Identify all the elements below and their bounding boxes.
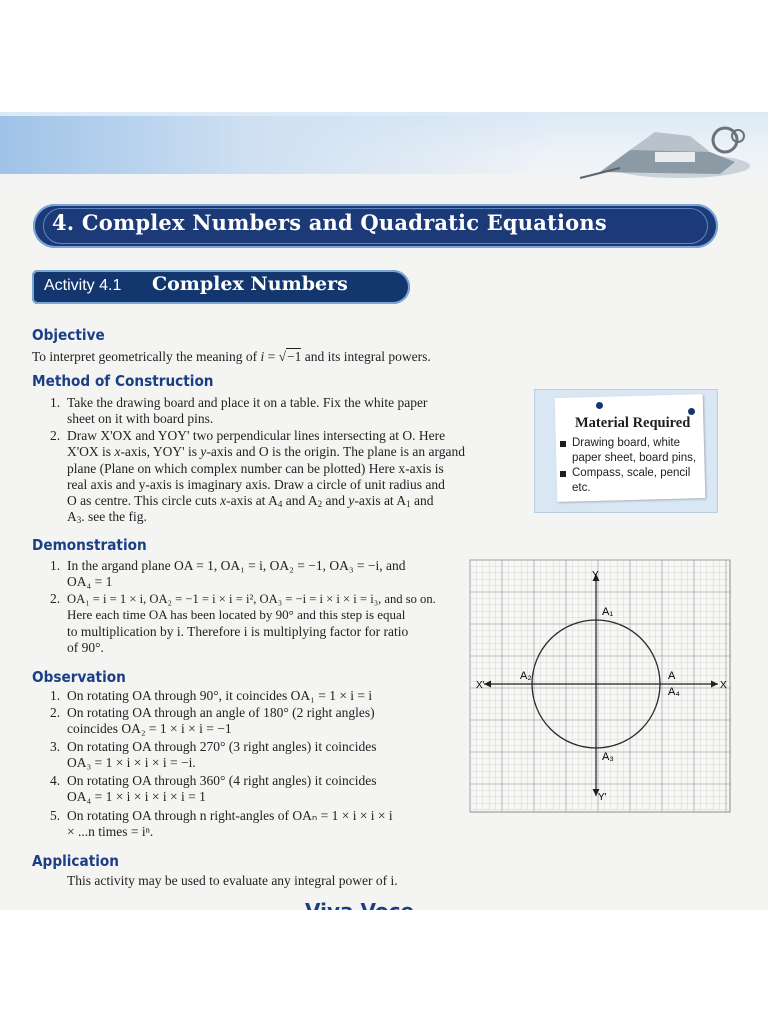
page-bottom-margin: [0, 910, 768, 1024]
method-step-2-line-5: O as centre. This circle cuts x-axis at $A_4$ and $A_2$ and y-axis at $A_1$ and: [67, 493, 434, 509]
activity-title: Complex Numbers: [152, 273, 348, 295]
demonstration-heading: Demonstration: [32, 536, 147, 554]
observation-item-5-number: 5.: [50, 808, 61, 823]
label-x-prime: X': [476, 680, 485, 691]
observation-item-4-number: 4.: [50, 773, 61, 788]
demonstration-item-2-number: 2.: [50, 591, 61, 606]
method-heading: Method of Construction: [32, 372, 214, 390]
label-a3: A₃: [602, 751, 614, 763]
bullet-icon: [560, 441, 566, 447]
bullet-icon: [560, 471, 566, 477]
method-step-2-line-4: real axis and y-axis is imaginary axis. Draw a circle of unit radius and: [67, 477, 445, 492]
demonstration-item-1-line-2: OA₄ = 1: [67, 574, 113, 589]
demonstration-item-1-line-1: In the argand plane OA = 1, OA₁ = i, OA₂ = −1, OA₃ = −i, and: [67, 558, 406, 573]
application-text: This activity may be used to evaluate any integral power of i.: [67, 873, 398, 888]
chapter-title: 4. Complex Numbers and Quadratic Equations: [52, 210, 607, 235]
observation-item-1-line-1: On rotating OA through 90°, it coincides OA₁ = 1 × i = i: [67, 688, 373, 703]
demonstration-item-2-line-4: of 90°.: [67, 640, 104, 655]
demonstration-item-1-number: 1.: [50, 558, 61, 573]
observation-item-3-line-2: OA₃ = 1 × i × i × i = −i.: [67, 755, 196, 770]
next-section-heading: [305, 898, 414, 910]
material-item: Drawing board, white: [572, 437, 681, 449]
pin-icon: [688, 408, 695, 415]
demonstration-item-2-line-3: to multiplication by i. Therefore i is multiplying factor for ratio: [67, 624, 409, 639]
method-step-2-line-3: plane (Plane on which complex number can be plotted) Here x-axis is: [67, 461, 444, 476]
observation-item-5-line-2: × ...n times = iⁿ.: [67, 824, 154, 839]
method-step-1-line-2: sheet on it with board pins.: [67, 411, 214, 426]
method-step-1-line-1: Take the drawing board and place it on a table. Fix the white paper: [67, 395, 428, 410]
observation-item-3-number: 3.: [50, 739, 61, 754]
activity-label: Activity 4.1: [44, 277, 122, 294]
label-y-prime: Y': [598, 792, 607, 803]
label-x: X: [720, 680, 727, 691]
pin-icon: [596, 402, 603, 409]
method-step-1-number: 1.: [50, 395, 61, 410]
label-y: Y: [592, 570, 599, 581]
observation-item-2-line-2: coincides OA₂ = 1 × i × i = −1: [67, 721, 232, 736]
method-step-2-line-1: Draw X'OX and YOY' two perpendicular lines intersecting at O. Here: [67, 428, 446, 443]
label-a: A: [668, 670, 676, 682]
method-step-2-line-6: $A_3$. see the fig.: [67, 509, 147, 525]
argand-diagram: [470, 560, 730, 812]
observation-item-4-line-1: On rotating OA through 360° (4 right angles) it coincides: [67, 773, 377, 788]
method-step-2-number: 2.: [50, 428, 61, 443]
label-a2: A₂: [520, 670, 532, 682]
observation-heading: Observation: [32, 668, 126, 686]
observation-item-5-line-1: On rotating OA through n right-angles of OAₙ = 1 × i × i × i: [67, 808, 393, 823]
material-item: Compass, scale, pencil: [572, 467, 691, 479]
observation-item-4-line-2: OA₄ = 1 × i × i × i × i = 1: [67, 789, 206, 804]
label-a4: A₄: [668, 686, 680, 698]
objective-heading: Objective: [32, 326, 105, 344]
observation-item-2-number: 2.: [50, 705, 61, 720]
material-title: Material Required: [575, 415, 691, 431]
demonstration-item-2-line-2: Here each time OA has been located by 90° and this step is equal: [67, 607, 406, 622]
observation-item-3-line-1: On rotating OA through 270° (3 right angles) it coincides: [67, 739, 377, 754]
header-illustration: [560, 122, 750, 184]
method-step-2-line-2: X'OX is x-axis, YOY' is y-axis and O is the origin. The plane is an argand: [67, 444, 465, 459]
label-a1: A₁: [602, 606, 614, 618]
observation-item-2-line-1: On rotating OA through an angle of 180° (2 right angles): [67, 705, 375, 720]
objective-text: To interpret geometrically the meaning of i = √−1 and its integral powers.: [32, 349, 431, 364]
material-item: etc.: [572, 482, 591, 494]
material-item: paper sheet, board pins,: [572, 452, 697, 464]
demonstration-item-2-line-1: OA₁ = i = 1 × i, OA₂ = −1 = i × i = i², OA₃ = −i = i × i × i = i₃, and so on.: [67, 592, 436, 606]
observation-item-1-number: 1.: [50, 688, 61, 703]
application-heading: Application: [32, 852, 120, 870]
